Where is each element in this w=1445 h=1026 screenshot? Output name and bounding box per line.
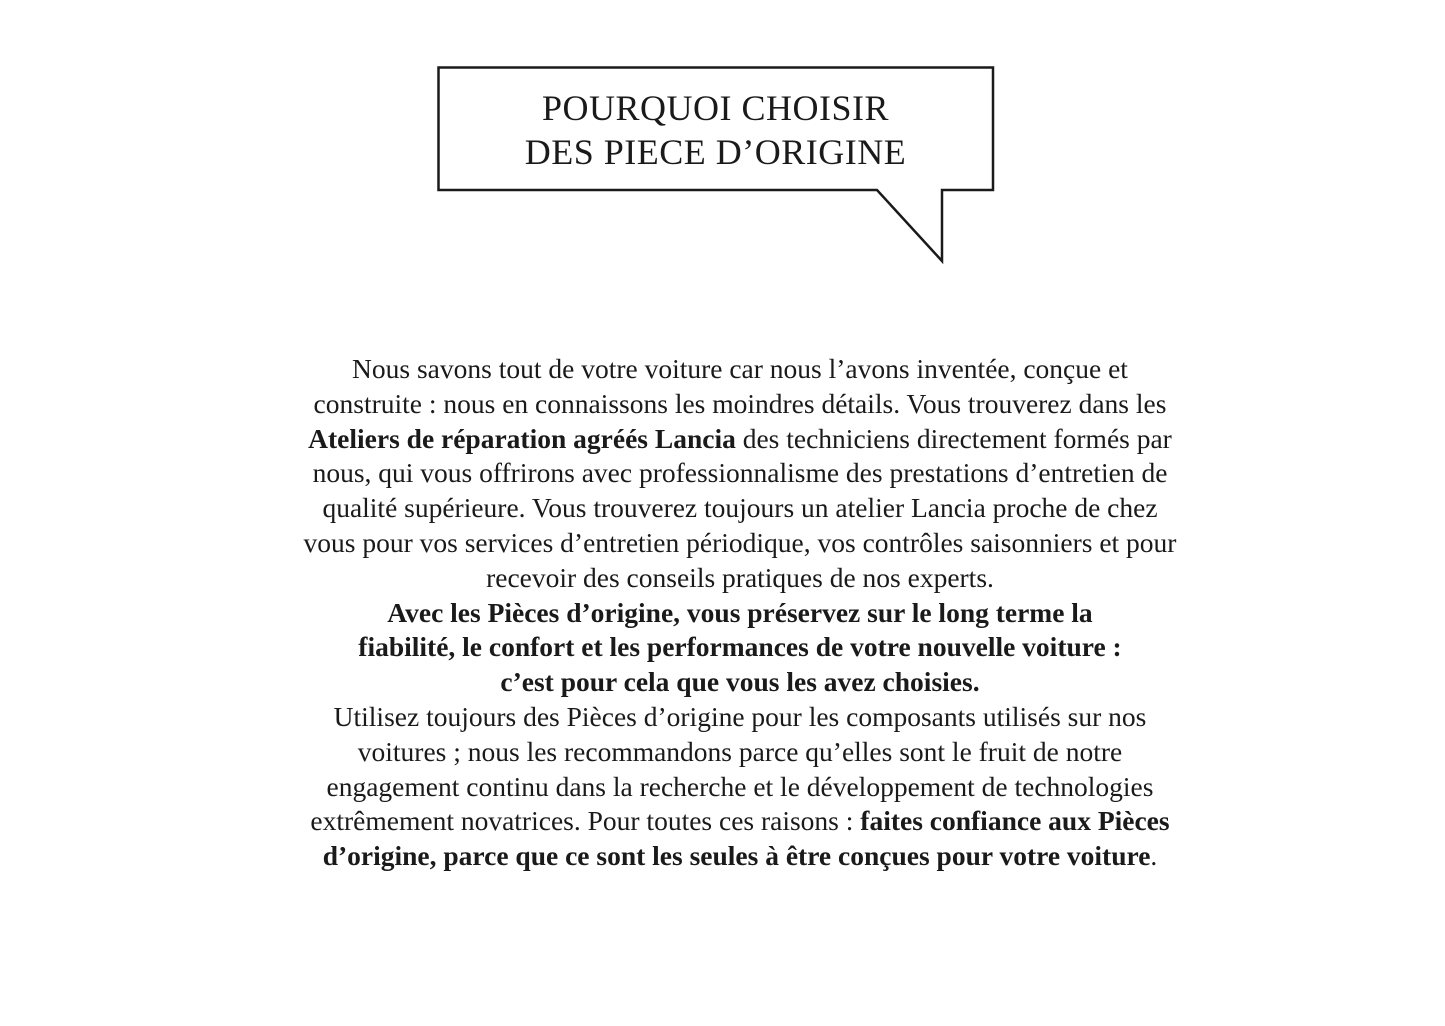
paragraph-pieces-origine-emphasis: Avec les Pièces d’origine, vous préservez sur le long terme la fiabilité, le confort et les performances de votre nouvelle voiture : c’est pour cela que vous les avez choisies. [358,596,1122,698]
paragraph-recommandation-text: Utilisez toujours des Pièces d’origine pour les composants utilisés sur nos voitures ; nous les recommandons parce qu’elles sont le fruit de notre engagement continu dans la recherche et le développement de technologies extrêmement novatrices. Pour toutes ces raisons : [310,700,1154,837]
body-text [300,352,1180,874]
speech-bubble-callout [437,66,997,266]
paragraph-ateliers-text-1: Nous savons tout de votre voiture car nous l’avons inventée, conçue et construite : nous en connaissons les moindres détails. Vous trouverez dans les [313,353,1167,419]
confiance-emphasis: faites confiance aux Pièces d’origine, parce que ce sont les seules à être conçues pour votre voiture [322,805,1170,872]
page-title [439,86,992,174]
paragraph-recommandation [300,700,1180,874]
paragraph-ateliers [300,352,1180,596]
final-period: . [1150,840,1158,872]
paragraph-ateliers-text-2: des techniciens directement formés par nous, qui vous offrirons avec professionnalisme des prestations d’entretien de qualité supérieure. Vous trouverez toujours un atelier Lancia proche de chez vous pour vos services d’entretien périodique, vos contrôles saisonniers et pour recevoir des conseils pratiques de nos experts. [303,422,1177,593]
title-line-1: POURQUOI CHOISIR [541,88,890,128]
title-line-2: DES PIECE D’ORIGINE [524,132,907,172]
ateliers-emphasis: Ateliers de réparation agréés Lancia [308,422,736,454]
